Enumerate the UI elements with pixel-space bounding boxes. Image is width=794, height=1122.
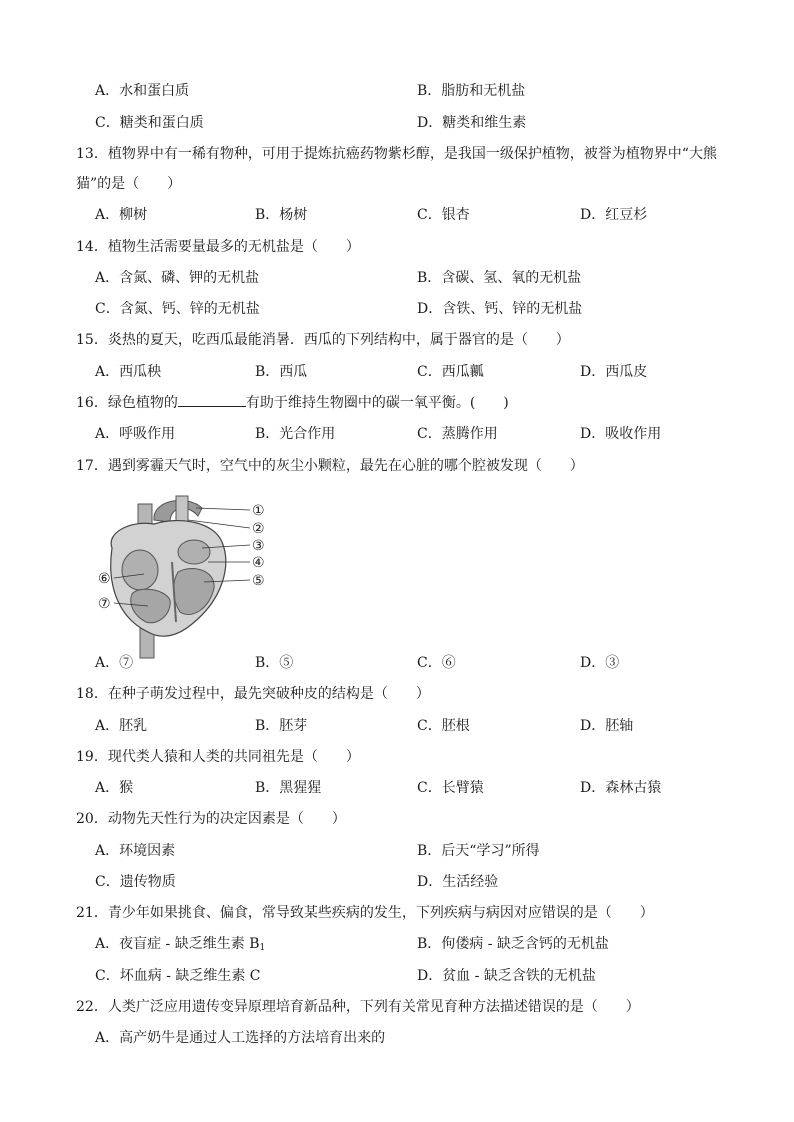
- q18-option-a: A．胚乳: [95, 718, 148, 734]
- q17-stem: 17．遇到雾霾天气时，空气中的灰尘小颗粒，最先在心脏的哪个腔被发现（ ）: [76, 458, 584, 474]
- q15-option-b: B．西瓜: [255, 364, 308, 380]
- q12-option-a: A．水和蛋白质: [95, 83, 190, 99]
- label-5: ⑤: [252, 573, 265, 589]
- q13-option-c: C．银杏: [417, 207, 470, 223]
- label-2: ②: [252, 521, 265, 537]
- q21-option-c: C．坏血病 - 缺乏维生素 C: [95, 968, 261, 984]
- q12-option-c: C．糖类和蛋白质: [95, 115, 204, 131]
- q21-option-a-subscript: 1: [259, 943, 266, 953]
- q20-stem: 20．动物先天性行为的决定因素是（ ）: [76, 811, 346, 827]
- q21-option-a: [95, 933, 265, 955]
- q20-option-c: C．遗传物质: [95, 874, 176, 890]
- left-atrium-shape: [178, 540, 210, 564]
- q14-stem: 14．植物生活需要量最多的无机盐是（ ）: [76, 239, 360, 255]
- q17-option-a: A．⑦: [95, 655, 134, 671]
- q14-option-b: B．含碳、氢、氧的无机盐: [417, 270, 582, 286]
- q19-option-d: D．森林古猿: [580, 780, 662, 796]
- q16-option-a: A．呼吸作用: [95, 426, 176, 442]
- q21-stem: 21．青少年如果挑食、偏食，常导致某些疾病的发生，下列疾病与病因对应错误的是（ ）: [76, 905, 654, 921]
- pulmonary-artery-shape: [176, 496, 188, 524]
- q15-option-a: A．西瓜秧: [95, 364, 162, 380]
- q13-stem-line1: 13．植物界中有一稀有物种，可用于提炼抗癌药物紫杉醇，是我国一级保护植物，被誉为植物界中“大熊: [76, 146, 717, 162]
- q17-option-b: B．⑤: [255, 655, 294, 671]
- q15-stem: 15．炎热的夏天，吃西瓜最能消暑．西瓜的下列结构中，属于器官的是（ ）: [76, 332, 570, 348]
- q22-stem: 22．人类广泛应用遗传变异原理培育新品种，下列有关常见育种方法描述错误的是（ ）: [76, 999, 640, 1015]
- q16-option-d: D．吸收作用: [580, 426, 662, 442]
- label-4: ④: [252, 555, 265, 571]
- q18-option-c: C．胚根: [417, 718, 470, 734]
- q17-option-c: C．⑥: [417, 655, 456, 671]
- q20-option-a: A．环境因素: [95, 843, 176, 859]
- q19-option-b: B．黑猩猩: [255, 780, 322, 796]
- label-7: ⑦: [98, 596, 111, 612]
- q16-option-c: C．蒸腾作用: [417, 426, 498, 442]
- q12-option-d: D．糖类和维生素: [417, 115, 527, 131]
- q16-stem: [76, 392, 509, 414]
- q20-option-b: B．后天“学习”所得: [417, 843, 540, 859]
- right-atrium-shape: [122, 550, 158, 590]
- label-1: ①: [252, 503, 265, 519]
- q22-option-a: A．高产奶牛是通过人工选择的方法培育出来的: [95, 1030, 386, 1046]
- heart-diagram: [92, 490, 282, 660]
- q16-blank: [178, 392, 246, 407]
- q15-option-d: D．西瓜皮: [580, 364, 648, 380]
- q16-stem-after: 有助于维持生物圈中的碳一氧平衡。( ): [245, 395, 509, 411]
- q13-option-d: D．红豆杉: [580, 207, 648, 223]
- q16-stem-before: 16．绿色植物的: [76, 395, 178, 411]
- q18-option-b: B．胚芽: [255, 718, 308, 734]
- q13-option-a: A．柳树: [95, 207, 148, 223]
- q17-option-d: D．③: [580, 655, 620, 671]
- label-3: ③: [252, 538, 265, 554]
- q12-option-b: B．脂肪和无机盐: [417, 83, 526, 99]
- q14-option-a: A．含氮、磷、钾的无机盐: [95, 270, 260, 286]
- q15-option-c: C．西瓜瓤: [417, 364, 484, 380]
- q14-option-c: C．含氮、钙、锌的无机盐: [95, 301, 260, 317]
- q20-option-d: D．生活经验: [417, 874, 499, 890]
- q13-stem-line2: 猫”的是（ ）: [76, 176, 182, 192]
- q21-option-a-text: A．夜盲症 - 缺乏维生素 B: [95, 936, 260, 952]
- q16-option-b: B．光合作用: [255, 426, 336, 442]
- q19-option-a: A．猴: [95, 780, 134, 796]
- q18-option-d: D．胚轴: [580, 718, 634, 734]
- q18-stem: 18．在种子萌发过程中，最先突破种皮的结构是（ ）: [76, 686, 430, 702]
- q21-option-b: B．佝偻病 - 缺乏含钙的无机盐: [417, 936, 609, 952]
- q21-option-d: D．贫血 - 缺乏含铁的无机盐: [417, 968, 596, 984]
- q13-option-b: B．杨树: [255, 207, 308, 223]
- label-6: ⑥: [98, 571, 111, 587]
- q14-option-d: D．含铁、钙、锌的无机盐: [417, 301, 583, 317]
- q19-option-c: C．长臂猿: [417, 780, 484, 796]
- q19-stem: 19．现代类人猿和人类的共同祖先是（ ）: [76, 749, 360, 765]
